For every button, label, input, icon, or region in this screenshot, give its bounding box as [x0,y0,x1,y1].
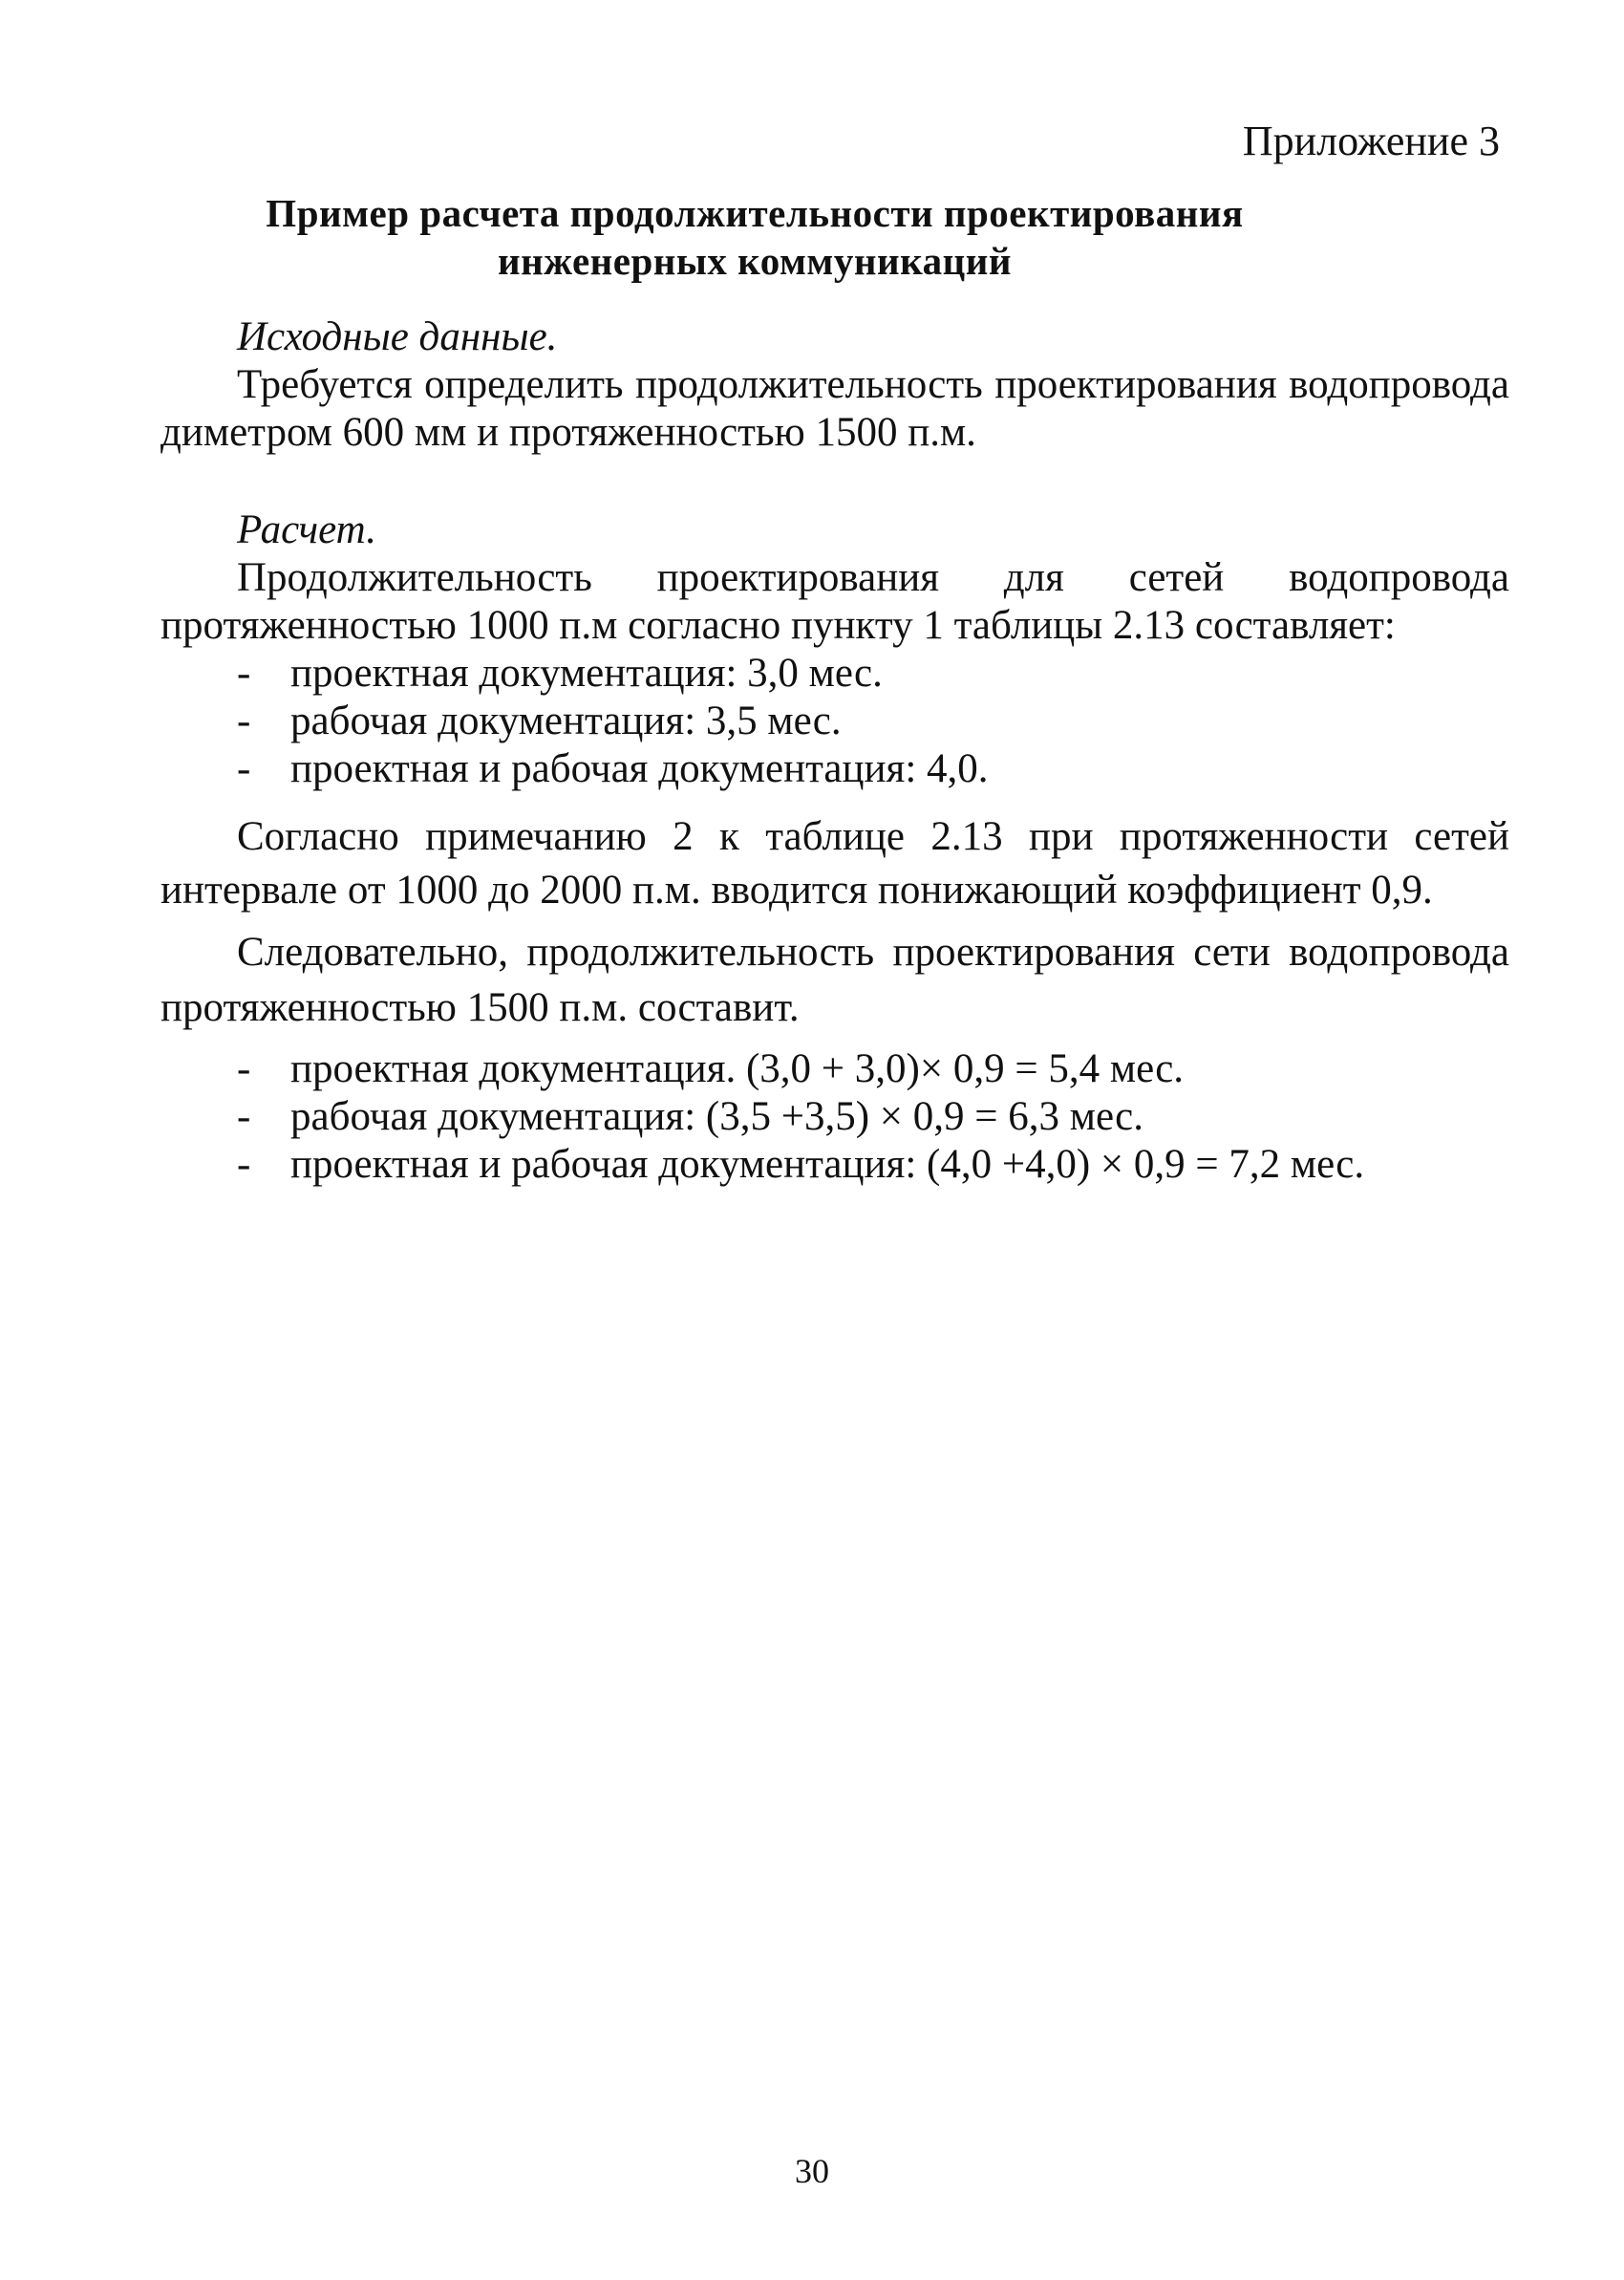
page-title [162,189,1347,285]
list-item [160,1045,1509,1093]
result-list [160,1045,1509,1189]
title-line-2: инженерных коммуникаций [498,239,1012,283]
title-line-1: Пример расчета продолжительности проектирования [266,191,1244,235]
list-dash: - [237,651,251,696]
list-item-text: рабочая документация: (3,5 +3,5) × 0,9 = 6,3 мес. [290,1094,1143,1139]
list-item [160,1093,1509,1141]
list-item [160,1141,1509,1189]
note-section [160,810,1509,917]
list-item-text: рабочая документация: 3,5 мес. [290,699,842,743]
initial-data-text: Требуется определить продолжительность проектирования водопровода диметром 600 мм и протяженностью 1500 п.м. [160,362,1509,455]
list-dash: - [237,1142,251,1187]
list-item-text: проектная и рабочая документация: 4,0. [290,746,989,791]
note-text: Согласно примечанию 2 к таблице 2.13 при протяженности сетей интервале от 1000 до 2000 п.м. вводится понижающий коэффициент 0,9. [160,814,1509,913]
calculation-heading: Расчет. [237,507,377,552]
list-item [160,745,1509,793]
list-dash: - [237,1046,251,1091]
page-number: 30 [795,2152,829,2190]
list-item [160,698,1509,745]
appendix-label: Приложение 3 [1242,118,1500,164]
list-dash: - [237,699,251,743]
calculation-section [160,506,1509,793]
result-text: Следовательно, продолжительность проектирования сети водопровода протяженностью 1500 п.м. составит. [160,930,1509,1030]
initial-data-section [160,313,1509,457]
calculation-list [160,650,1509,793]
calculation-text: Продолжительность проектирования для сетей водопровода протяженностью 1000 п.м согласно пункту 1 таблицы 2.13 составляет: [160,555,1509,648]
list-item-text: проектная документация. (3,0 + 3,0)× 0,9 = 5,4 мес. [290,1046,1185,1091]
list-dash: - [237,1094,251,1139]
list-item-text: проектная документация: 3,0 мес. [290,651,883,696]
list-item-text: проектная и рабочая документация: (4,0 +4,0) × 0,9 = 7,2 мес. [290,1142,1365,1187]
initial-data-heading: Исходные данные. [237,314,558,359]
list-item [160,650,1509,698]
result-section [160,925,1509,1189]
list-dash: - [237,746,251,791]
